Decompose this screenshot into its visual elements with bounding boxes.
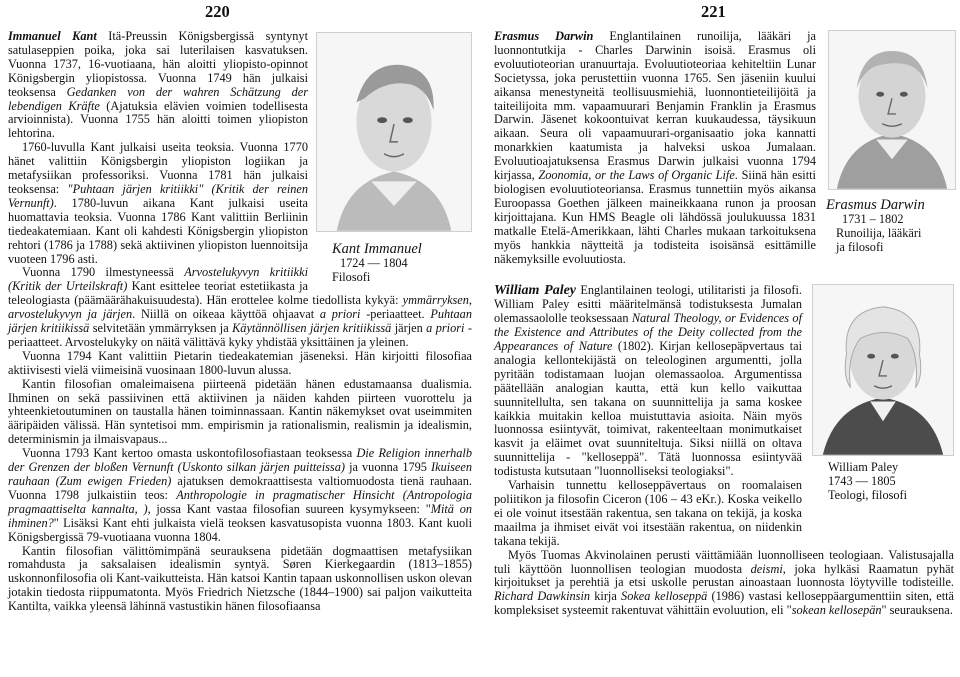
kant-portrait bbox=[316, 32, 472, 232]
kant-influence: Kantin filosofian välittömimpänä seurauksena pidetään dogmaattisen metafysiikan romahdusta ja saksalaisen idealismin syntyä. Søren Kierkegaardin (1813–1855) uskonnonfilosofia oli Kant-vaikutteista. Hän katsoi Kantin tapaan uskonnollisen uskon olevan jotakin tiedosta riippumatonta. Myös Friedrich Nietzsche (1844–1900) sai paljon vaikutteita Kantilta, vaikka yleensä lähinnä vastustikin hänen filosofiaansa bbox=[8, 543, 472, 614]
kant-name: Immanuel Kant bbox=[8, 29, 97, 43]
darwin-caption bbox=[826, 198, 958, 254]
kant-1793: Vuonna 1793 Kant kertoo omasta uskontofilosofiastaan teoksessa Die Religion innerhalb der Grenzen der bloßen Vernunft (Uskonto silkan järjen puitteissa) ja vuonna 1795 Ikuiseen rauhaan (Zum ewigen Frieden) ajatuksen demokraattisesta valtiomuodosta tienä rauhaan. Vuonna 1798 julkaistiin teos: Anthropologie in pragmatischer Hinsicht (Antropologia pragmaattiselta kannalta, ), jossa Kant vastaa filosofian suureen kysymykseen: "Mitä on ihminen?" Lisäksi Kant ehti julkaista vielä teoksen kasvatusopista vuonna 1803. Kant kuoli Königsbergissä 79-vuotiaana vuonna 1804. bbox=[8, 446, 473, 544]
kant-article bbox=[8, 0, 472, 614]
paley-caption bbox=[828, 460, 958, 502]
paley-portrait-icon bbox=[813, 285, 953, 455]
paley-text: William Paley Englantilainen teologi, utilitaristi ja filosofi. William Paley esitti määritelmänsä todistuksesta Jumalan olemassaololle teoksessaan Natural Theology, or Evidences of the Existence and Attributes of the Deity collected from the Appearances of Nature (1802). Kirjan kellosepäpvertaus tai analogia kellontekijästä on teleologinen argumentti, jolla pyritään todistamaan luojan olemassaoloa. Argumentissa päätellään analogian kautta, että kun kello vaikuttaa suunnitellulta, sen takana on suunnittelija ja sama koskee kaikkia muitakin kelloa muistuttavia asioita. Näin myös luonnossa esiintyvät, toimivat, rakenteeltaan monimutkaiset kasvit ja eläimet ovat suunniteltuja. Siksi niillä on oltava suunnittelija - "kelloseppä". Tätä luonnossa esiintyvää todistusta kutsutaan "luonnolliseksi teologiaksi". bbox=[494, 283, 802, 479]
paley-caption-name: William Paley bbox=[828, 460, 899, 475]
darwin-caption-years: 1731 – 1802 bbox=[842, 212, 904, 226]
page-number-right: 221 bbox=[701, 2, 726, 21]
kant-portrait-icon bbox=[317, 33, 471, 231]
darwin-text: Erasmus Darwin Englantilainen runoilija, lääkäri ja luonnontutkija - Charles Darwinin isoisä. Erasmus oli evoluutioteorian uranuurtaja. Evoluutioteoriaa kehiteltiin Lunar Societyssa, joka perustettiin vuonna 1765. Sen jäseniin kuului aikansa menestyneitä teollisuusmiehiä, luonnontieteilijöitä ja taiteilijoita mm. vapaamuurari Benjamin Franklin ja Erasmus Darwin. Jäsenet kokoontuivat kerran kuukaudessa, täysikuun aikaan. Seura oli vapaamuurari-organisaatio joka kannatti monarkkien kaatumista ja halveksi uskoa Jumalaan. Evoluutioajatuksensa Erasmus Darwin julkaisi vuonna 1794 kirjassa, Zoonomia, or the Laws of Organic Life. Siinä hän esitti biologisen evoluutioteoriansa. Erasmus tunnettiin myös aikansa Euroopassa Goethen jälkeen maineikkaana runon ja proosan kirjoittajana. Kun HMS Beagle oli lähdössä joulukuussa 1831 matkalle Etelä-Amerikkaan, lähti Charles mukaan tarkoituksena myös hankkia näytteitä ja todisteita isoisänsä esittämille näkemyksille evoluutiosta. bbox=[494, 29, 816, 266]
paley-figure bbox=[808, 284, 958, 524]
darwin-article bbox=[494, 0, 954, 266]
paley-portrait bbox=[812, 284, 954, 456]
kant-philosophy: Kantin filosofian omaleimaisena piirteenä pidetään hänen edustamaansa dualismia. Ihminen on sekä passiivinen että aktiivinen ja näiden kahden piirteen vuorottelu ja yhteenkietoutuminen on taustalla hänen toiminnassaan. Kantin näkemykset ovat useimmiten ääripäiden välissä. Hän syntetisoi mm. empirismin ja rationalismin, realismin ja idealismin, determinismin ja ilmaisvapaus... bbox=[8, 376, 472, 447]
kant-intro: Immanuel Kant Itä-Preussin Königsbergissä syntynyt satulaseppien poika, joka sai luterilaisen kasvatuksen. Vuonna 1737, 16-vuotiaana, hän aloitti yliopisto-opinnot Königsbergin yliopistossa. Vuonna 1749 hän julkaisi teoksensa Gedanken von der wahren Schätzung der lebendigen Kräfte (Ajatuksia elävien voimien todellisesta arvioinnista). Vuonna 1755 hän aloitti toimen yliopiston lehtorina. bbox=[8, 29, 308, 141]
darwin-figure bbox=[822, 30, 958, 252]
kant-1790: Vuonna 1790 ilmestyneessä Arvostelukyvyn kritiikki (Kritik der Urteilskraft) Kant esittelee teoriat estetiikasta ja teleologiasta (päämäärähakuisuudesta). Hän erottelee kolme tiedollista kykyä: ymmärryksen, arvostelukyvyn ja järjen. Niillä on oikeaa käyttöä ohjaavat a priori -periaatteet. Puhtaan järjen kritiikissä selvitetään ymmärryksen ja Käytännöllisen järjen kritiikissä järjen a priori -periaatteet. Arvostelukyky on näitä välittävä kyky yhdistää yksittäinen ja yleinen. bbox=[8, 265, 472, 349]
kant-caption bbox=[332, 242, 474, 284]
paley-deism: Myös Tuomas Akvinolainen perusti väittämiään luonnolliseen teologiaan. Valistusajalla tuli käyttöön luonnollisen teologian muodosta deismi, joka hylkäsi Raamatun pyhät kirjoitukset ja perehtiä ja etsi uskolle perustan ainoastaan luonnosta löytyville todisteille. Richard Dawkinsin kirja Sokea kelloseppä (1986) vastasi kelloseppäargumenttiin siten, että kompleksiset systeemit rakentuvat vähittäin evoluution, eli "sokean kellosepän" seurauksena. bbox=[494, 547, 954, 618]
right-page bbox=[480, 0, 960, 677]
kant-caption-name: Kant Immanuel bbox=[332, 241, 422, 257]
kant-caption-years: 1724 — 1804 bbox=[340, 256, 408, 270]
page-number-left: 220 bbox=[205, 2, 230, 21]
paley-caption-role: Teologi, filosofi bbox=[828, 488, 908, 503]
kant-figure bbox=[314, 32, 474, 290]
paley-history: Varhaisin tunnettu kelloseppävertaus on roomalaisen poliitikon ja filosofin Ciceron (106 – 43 eKr.). Koska veikello ei ole voinut itsestään rakentua, sen takana on tekijä, ja koska maailma ja ihmiset eivät voi itsestään rakentua, on niidenkin takana tekijä. bbox=[494, 478, 802, 548]
darwin-caption-role1: Runoilija, lääkäri bbox=[836, 226, 922, 240]
darwin-portrait bbox=[828, 30, 956, 190]
paley-name: William Paley bbox=[494, 283, 577, 299]
darwin-caption-name: Erasmus Darwin bbox=[826, 197, 925, 213]
darwin-portrait-icon bbox=[829, 31, 955, 189]
darwin-caption-role2: ja filosofi bbox=[836, 240, 884, 254]
darwin-name: Erasmus Darwin bbox=[494, 29, 594, 43]
paley-caption-years: 1743 — 1805 bbox=[828, 474, 896, 489]
kant-caption-role: Filosofi bbox=[332, 270, 371, 284]
kant-1794: Vuonna 1794 Kant valittiin Pietarin tiedeakatemian jäseneksi. Hän kirjoitti filosofiaa aktiivisesti vielä viimeisinä vuosinaan 1800-luvun alussa. bbox=[8, 348, 472, 377]
paley-article bbox=[494, 276, 954, 618]
kant-1760s: 1760-luvulla Kant julkaisi useita teoksia. Vuonna 1770 hänet valittiin Königsbergin yliopiston logiikan ja metafysiikan professoriksi. Vuonna 1781 hän julkaisi teoksensa: "Puhtaan järjen kritiikki" (Kritik der reinen Vernunft). 1780-luvun aikana Kant julkaisi useita huomattavia teoksia. Vuonna 1786 Kant valittiin Berliinin tiedeakatemiaan. Kant oli kahdesti Königsbergin yliopiston rehtori (1786 ja 1788) sekä aktiivinen yliopiston luennoitsija vuoteen 1796 asti. bbox=[8, 140, 308, 266]
